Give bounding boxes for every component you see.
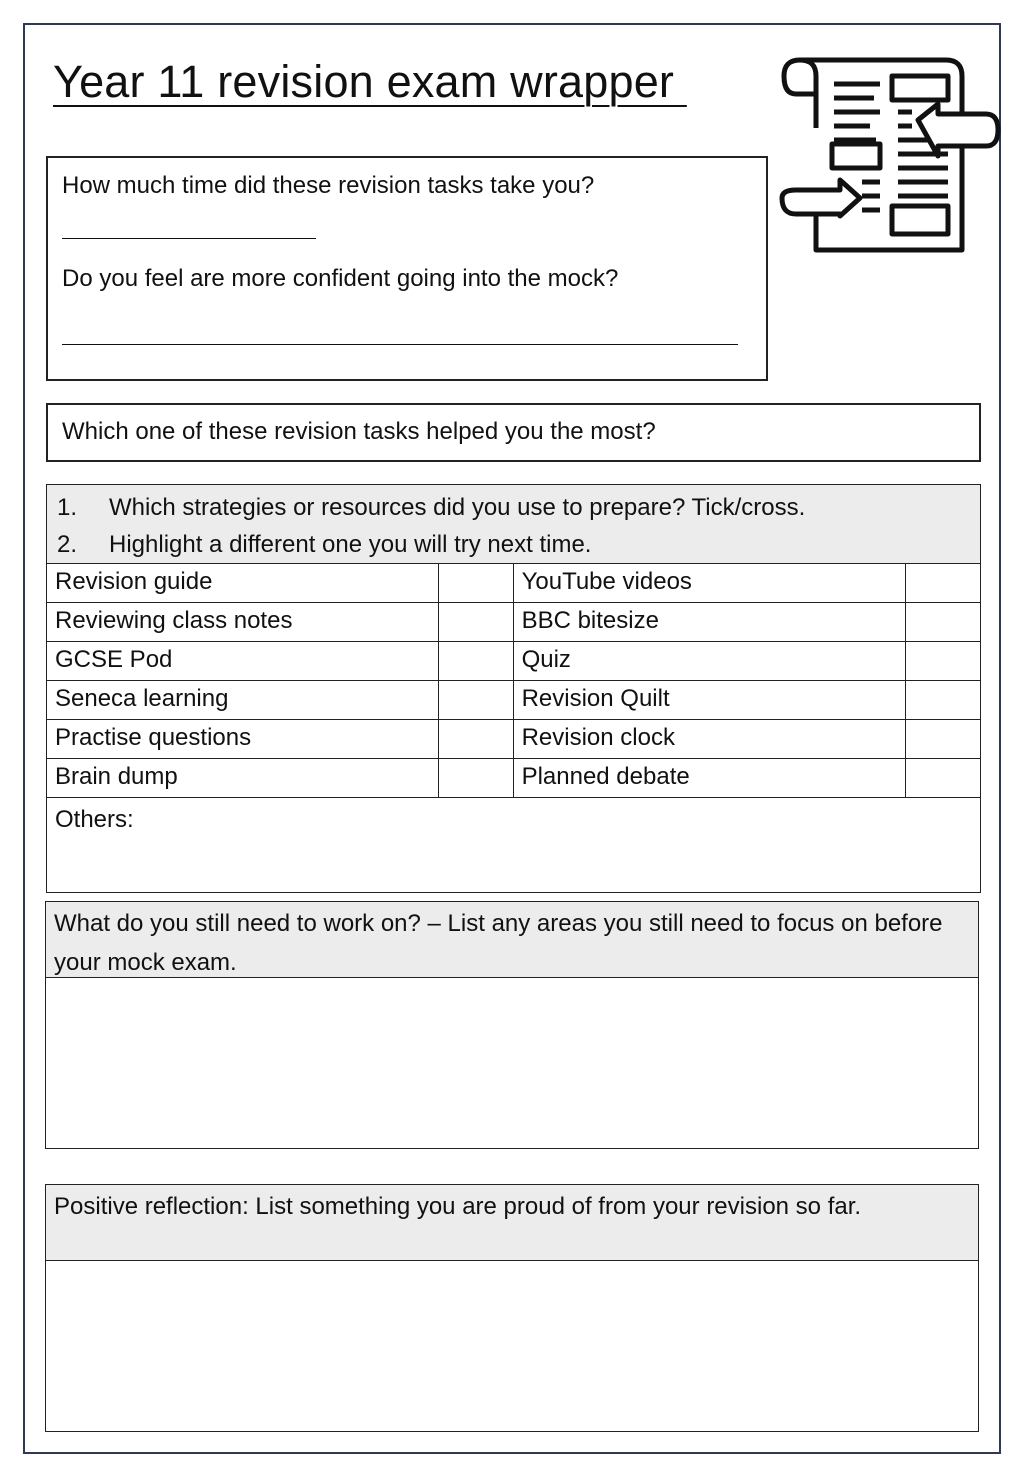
strategy-label: GCSE Pod bbox=[47, 642, 439, 681]
time-confidence-box bbox=[46, 156, 768, 381]
others-cell[interactable] bbox=[47, 798, 981, 893]
strategy-label: Quiz bbox=[513, 642, 906, 681]
work-on-answer-area[interactable] bbox=[46, 978, 978, 1148]
tick-cell[interactable] bbox=[906, 564, 981, 603]
tick-cell[interactable] bbox=[438, 603, 513, 642]
strategies-header-row bbox=[47, 485, 981, 564]
work-on-box bbox=[45, 901, 979, 1149]
strategy-label: Practise questions bbox=[47, 720, 439, 759]
helped-most-box[interactable] bbox=[46, 403, 981, 462]
strategy-label: YouTube videos bbox=[513, 564, 906, 603]
tick-cell[interactable] bbox=[438, 642, 513, 681]
instruction-1-number: 1. bbox=[57, 494, 78, 521]
instruction-1 bbox=[57, 489, 970, 526]
positive-reflection-box bbox=[45, 1184, 979, 1432]
work-on-prompt: What do you still need to work on? – List any areas you still need to focus on before your mock exam. bbox=[46, 902, 978, 978]
table-row bbox=[47, 564, 981, 603]
instruction-2-text: Highlight a different one you will try next time. bbox=[109, 531, 592, 558]
strategy-label: BBC bitesize bbox=[513, 603, 906, 642]
tick-cell[interactable] bbox=[906, 642, 981, 681]
helped-most-question: Which one of these revision tasks helped you the most? bbox=[62, 418, 656, 445]
confidence-question: Do you feel are more confident going into the mock? bbox=[62, 265, 619, 292]
table-row bbox=[47, 759, 981, 798]
instruction-1-text: Which strategies or resources did you use to prepare? Tick/cross. bbox=[109, 494, 806, 521]
tick-cell[interactable] bbox=[438, 720, 513, 759]
strategy-label: Seneca learning bbox=[47, 681, 439, 720]
table-row bbox=[47, 603, 981, 642]
strategies-table bbox=[46, 484, 981, 893]
strategy-label: Revision Quilt bbox=[513, 681, 906, 720]
tick-cell[interactable] bbox=[906, 720, 981, 759]
tick-cell[interactable] bbox=[438, 681, 513, 720]
time-question: How much time did these revision tasks take you? bbox=[62, 172, 595, 199]
strategy-label: Brain dump bbox=[47, 759, 439, 798]
table-row bbox=[47, 720, 981, 759]
strategy-label: Reviewing class notes bbox=[47, 603, 439, 642]
tick-cell[interactable] bbox=[906, 681, 981, 720]
page-title: Year 11 revision exam wrapper bbox=[53, 56, 687, 107]
time-answer-line[interactable] bbox=[62, 238, 316, 239]
tick-cell[interactable] bbox=[906, 759, 981, 798]
instruction-2-number: 2. bbox=[57, 531, 78, 558]
strategies-instructions bbox=[47, 485, 981, 564]
table-row bbox=[47, 681, 981, 720]
document-scroll-icon bbox=[776, 50, 1004, 260]
tick-cell[interactable] bbox=[906, 603, 981, 642]
positive-reflection-prompt: Positive reflection: List something you are proud of from your revision so far. bbox=[46, 1185, 978, 1261]
positive-reflection-answer-area[interactable] bbox=[46, 1261, 978, 1431]
others-row bbox=[47, 798, 981, 893]
strategy-label: Planned debate bbox=[513, 759, 906, 798]
tick-cell[interactable] bbox=[438, 759, 513, 798]
others-label: Others: bbox=[55, 806, 134, 833]
tick-cell[interactable] bbox=[438, 564, 513, 603]
strategy-label: Revision clock bbox=[513, 720, 906, 759]
strategy-label: Revision guide bbox=[47, 564, 439, 603]
instruction-2 bbox=[57, 526, 970, 563]
confidence-answer-line[interactable] bbox=[62, 344, 738, 345]
table-row bbox=[47, 642, 981, 681]
